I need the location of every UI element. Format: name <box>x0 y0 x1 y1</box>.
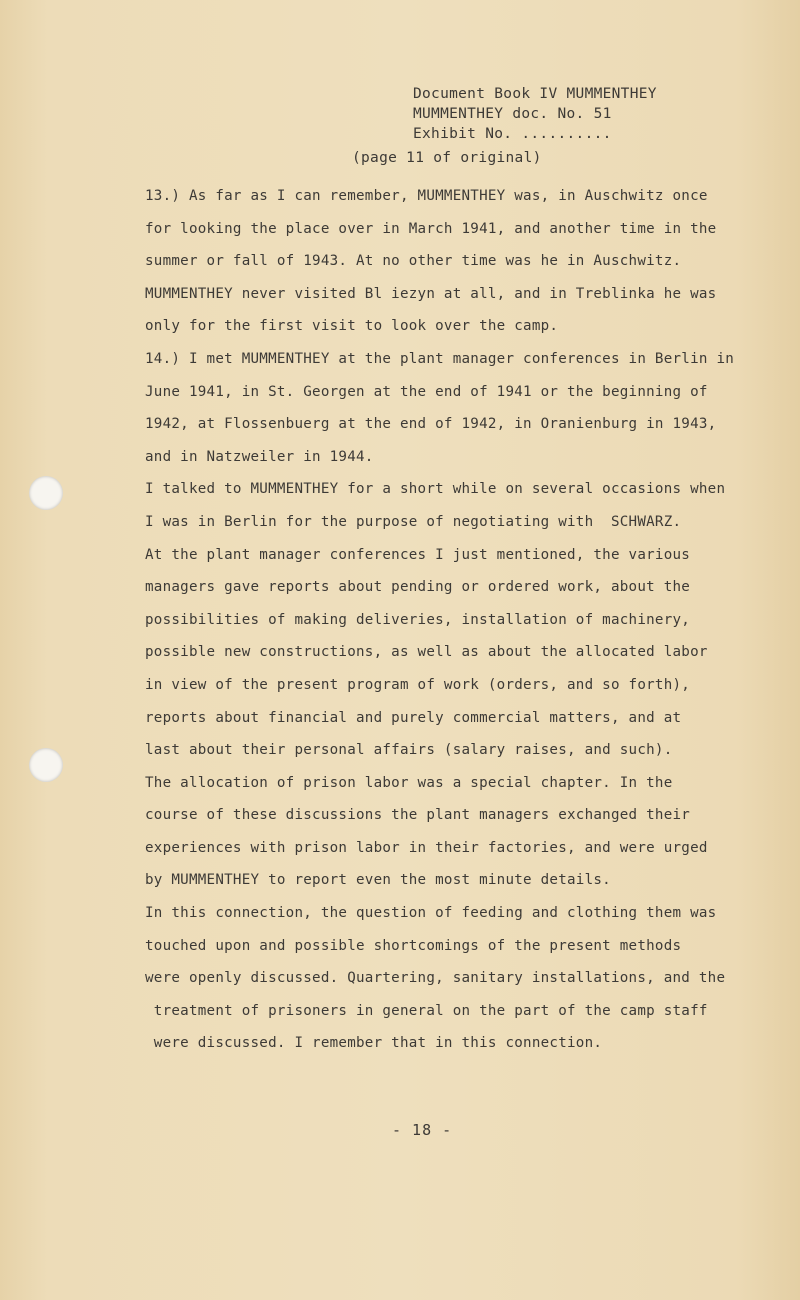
text-line: 14.) I met MUMMENTHEY at the plant manager conferences in Berlin in <box>145 350 735 367</box>
text-line: managers gave reports about pending or ordered work, about the <box>145 579 691 596</box>
text-line: June 1941, in St. Georgen at the end of 1941 or the beginning of <box>145 383 708 400</box>
text-line: touched upon and possible shortcomings of the present methods <box>145 937 682 954</box>
text-line: MUMMENTHEY never visited Bl iezyn at all, and in Treblinka he was <box>145 285 717 302</box>
text-line: only for the first visit to look over the camp. <box>145 318 559 335</box>
text-line: summer or fall of 1943. At no other time was he in Auschwitz. <box>145 253 682 270</box>
text-line: At the plant manager conferences I just mentioned, the various <box>145 546 691 563</box>
text-line: in view of the present program of work (orders, and so forth), <box>145 676 691 693</box>
header-doc-number: MUMMENTHEY doc. No. 51 <box>413 106 612 122</box>
text-line: The allocation of prison labor was a special chapter. In the <box>145 774 673 791</box>
binder-hole-upper <box>29 476 63 510</box>
header-document-book: Document Book IV MUMMENTHEY <box>413 86 657 102</box>
text-line: and in Natzweiler in 1944. <box>145 448 374 465</box>
header-exhibit-number: Exhibit No. .......... <box>413 126 612 142</box>
text-line: were openly discussed. Quartering, sanitary installations, and the <box>145 970 726 987</box>
text-line: I talked to MUMMENTHEY for a short while on several occasions when <box>145 481 726 498</box>
text-line: possibilities of making deliveries, installation of machinery, <box>145 611 691 628</box>
page-number: - 18 - <box>392 1121 453 1139</box>
text-line: 1942, at Flossenbuerg at the end of 1942, in Oranienburg in 1943, <box>145 416 717 433</box>
text-line: for looking the place over in March 1941, and another time in the <box>145 220 717 237</box>
text-line: were discussed. I remember that in this connection. <box>145 1035 603 1052</box>
text-line: course of these discussions the plant managers exchanged their <box>145 807 691 824</box>
page-of-original: (page 11 of original) <box>352 150 542 166</box>
text-line: reports about financial and purely commercial matters, and at <box>145 709 682 726</box>
text-line: experiences with prison labor in their factories, and were urged <box>145 839 708 856</box>
document-header <box>413 84 657 144</box>
text-line: treatment of prisoners in general on the part of the camp staff <box>145 1002 708 1019</box>
text-line: In this connection, the question of feeding and clothing them was <box>145 905 717 922</box>
text-line: I was in Berlin for the purpose of negotiating with SCHWARZ. <box>145 513 682 530</box>
text-line: last about their personal affairs (salary raises, and such). <box>145 742 673 759</box>
binder-hole-lower <box>29 748 63 782</box>
text-line: by MUMMENTHEY to report even the most minute details. <box>145 872 611 889</box>
text-line: 13.) As far as I can remember, MUMMENTHEY was, in Auschwitz once <box>145 188 708 204</box>
text-line: possible new constructions, as well as about the allocated labor <box>145 644 708 661</box>
body-text <box>145 180 745 1060</box>
